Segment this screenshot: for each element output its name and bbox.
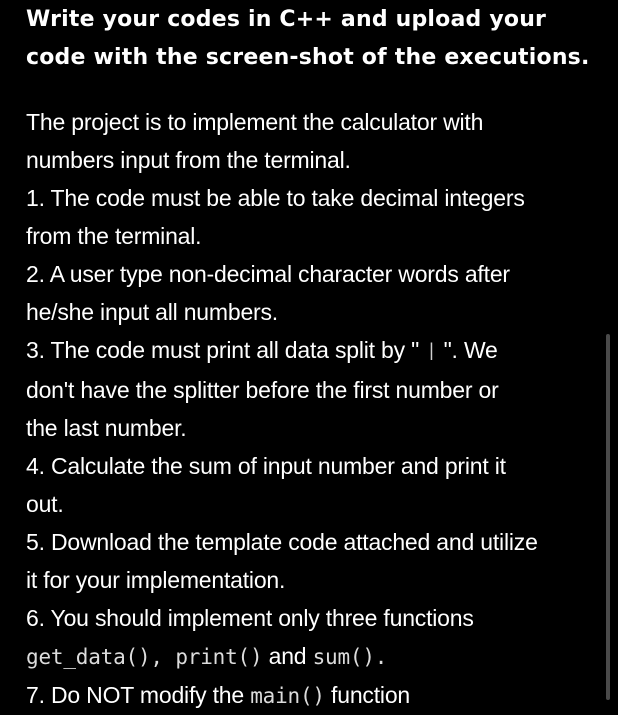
item-1-line-2: from the terminal. (26, 223, 202, 249)
item-2-line-1: 2. A user type non-decimal character words after (26, 261, 510, 287)
item-3-line-3: the last number. (26, 415, 187, 441)
intro-line-2: numbers input from the terminal. (26, 147, 351, 173)
item-3-text-pre: 3. The code must print all data split by " (26, 337, 420, 363)
item-3-line-1 (26, 331, 596, 371)
item-6-line-1: 6. You should implement only three functions (26, 605, 474, 631)
heading-line-1: Write your codes in C++ and upload your (26, 7, 547, 32)
functions-and: and (262, 643, 313, 669)
question-body (26, 103, 596, 715)
item-5-line-1: 5. Download the template code attached and utilize (26, 529, 538, 555)
item-4-line-2: out. (26, 491, 64, 517)
item-3-line-2: don't have the splitter before the first number or (26, 377, 499, 403)
item-7-text-pre: 7. Do NOT modify the (26, 682, 251, 708)
item-2-line-2: he/she input all numbers. (26, 299, 278, 325)
item-6-line-2 (26, 637, 596, 676)
vertical-scrollbar[interactable] (606, 334, 610, 700)
item-1-line-1: 1. The code must be able to take decimal integers (26, 185, 525, 211)
splitter-symbol: | (429, 340, 434, 360)
item-4-line-1: 4. Calculate the sum of input number and print it (26, 453, 506, 479)
main-function-code: main() (250, 684, 325, 708)
heading-line-2: code with the screen-shot of the executions. (26, 45, 590, 70)
intro-line-1: The project is to implement the calculator with (26, 109, 484, 135)
item-3-text-post: ". We (443, 337, 498, 363)
question-content (26, 0, 596, 715)
question-heading (26, 0, 596, 77)
item-5-line-2: it for your implementation. (26, 567, 286, 593)
functions-code-1: get_data(), print() (26, 645, 263, 669)
item-7-text-post: function (324, 682, 411, 708)
functions-code-2: sum(). (312, 645, 388, 669)
item-7-line-1 (26, 676, 596, 715)
